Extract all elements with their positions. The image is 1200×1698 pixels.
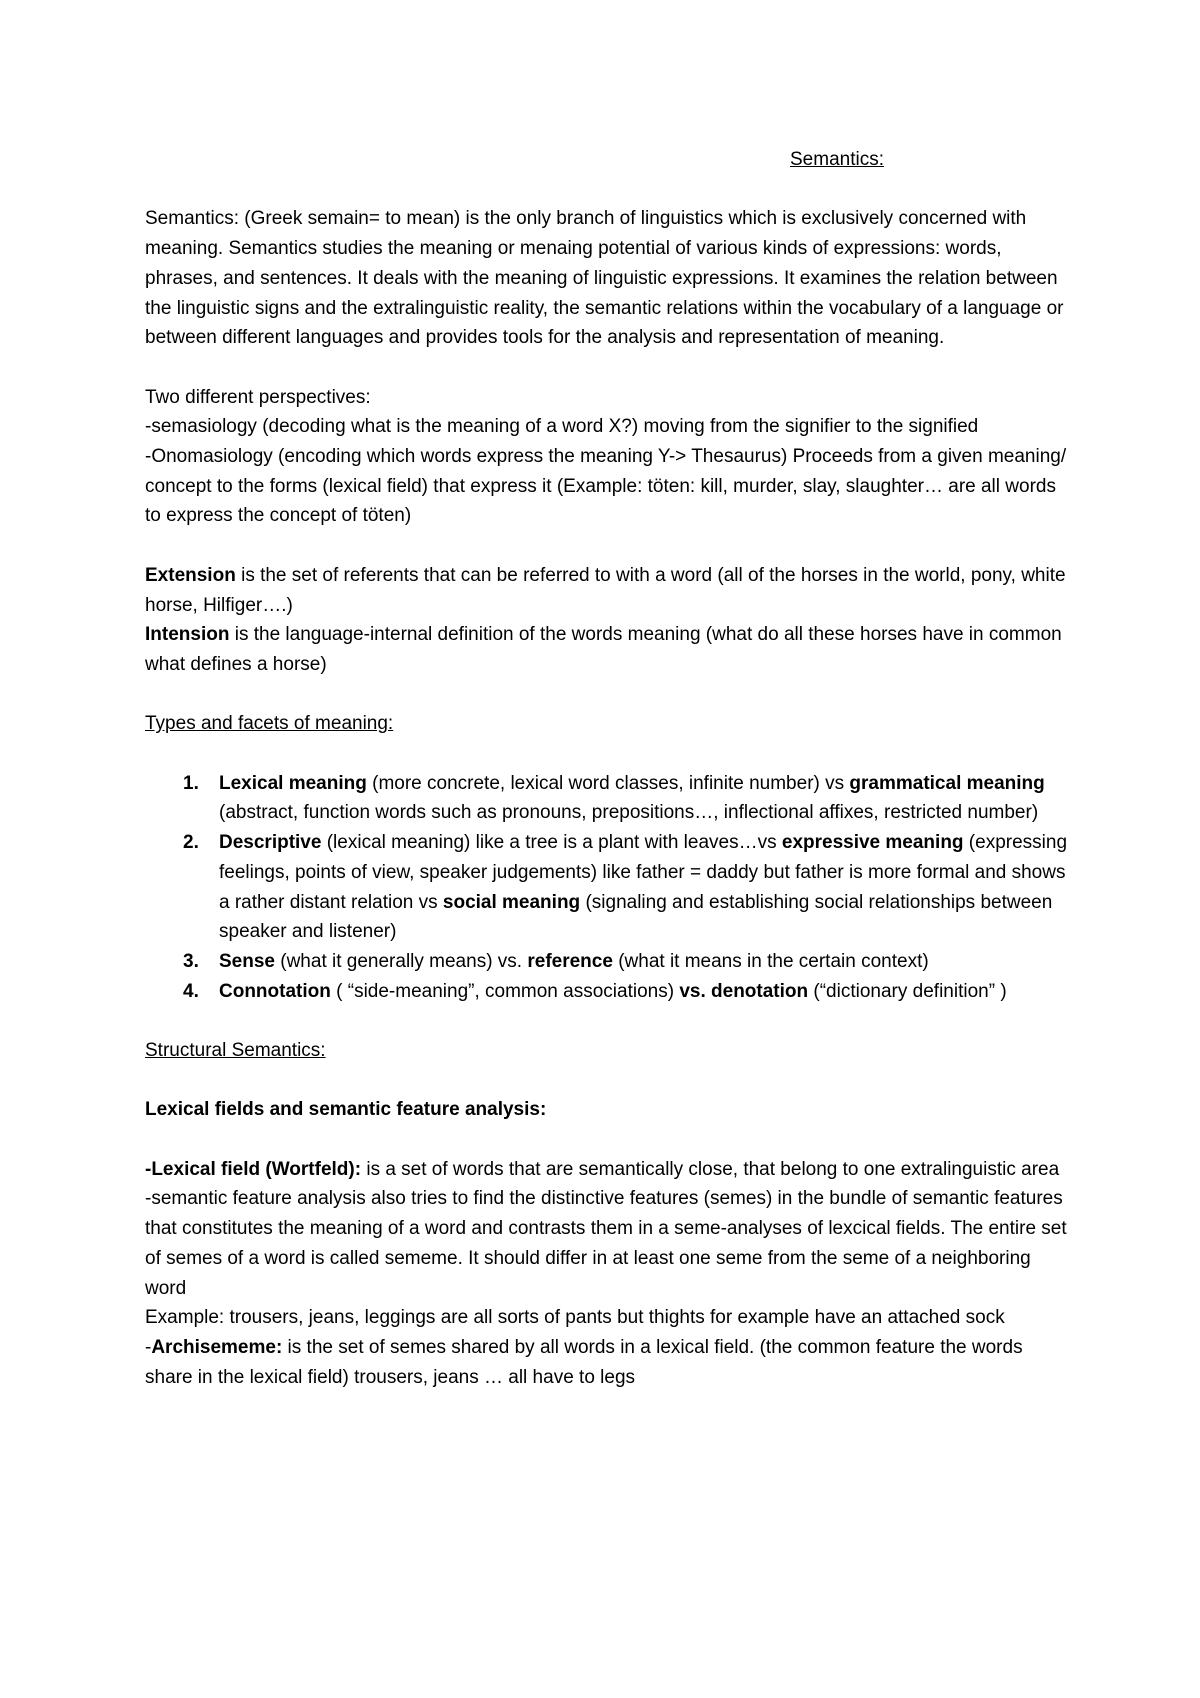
item-text: (expressing feelings, points of view, speaker judgements) like father = daddy but father is more formal and shows a rather distant relation vs: [219, 832, 1068, 913]
list-item: [219, 977, 1075, 1007]
spacer: [145, 1125, 1075, 1155]
extension-term: Extension: [145, 564, 236, 586]
item-text: (lexical meaning) like a tree is a plant with leaves…vs: [321, 832, 782, 854]
term-descriptive: Descriptive: [219, 832, 322, 854]
spacer: [145, 1006, 1075, 1036]
archisememe-term: Archisememe:: [151, 1337, 283, 1358]
term-connotation: Connotation: [219, 980, 331, 1002]
spacer: [145, 531, 1075, 561]
term-denotation: vs. denotation: [679, 980, 809, 1002]
item-text: (abstract, function words such as pronouns, prepositions…, inflectional affixes, restricted number): [219, 802, 1039, 824]
archisememe-text: is the set of semes shared by all words in a lexical field. (the common feature the words share in the lexical field) trousers, jeans … all have to legs: [145, 1337, 1023, 1388]
spacer: [145, 1066, 1075, 1096]
perspectives-heading: Two different perspectives:: [145, 386, 371, 408]
item-text: (what it means in the certain context): [612, 950, 929, 972]
term-lexical-meaning: Lexical meaning: [219, 772, 367, 794]
list-item: [219, 828, 1075, 947]
spacer: [145, 353, 1075, 383]
lexical-field-paragraph: [145, 1155, 1075, 1185]
intension-term: Intension: [145, 624, 230, 646]
term-grammatical-meaning: grammatical meaning: [849, 772, 1045, 794]
types-list: [145, 769, 1075, 1007]
spacer: [145, 739, 1075, 769]
lexical-field-term: -Lexical field (Wortfeld):: [145, 1158, 362, 1180]
list-item: [219, 769, 1075, 828]
intension-paragraph: [145, 620, 1075, 679]
feature-analysis-paragraph: -semantic feature analysis also tries to find the distinctive features (semes) in the bundle of semantic features that constitutes the meaning of a word and contrasts them in a seme-analyses of lexcical fields. The entire set of semes of a word is called sememe. It should differ in at least one seme from the seme of a neighboring word: [145, 1188, 1067, 1299]
spacer: [145, 680, 1075, 710]
extension-text: is the set of referents that can be referred to with a word (all of the horses in the world, pony, white horse, Hilfiger….): [145, 564, 1066, 616]
lexical-fields-heading: Lexical fields and semantic feature analysis:: [145, 1099, 547, 1121]
archisememe-dash: -: [145, 1337, 152, 1358]
onomasiology-paragraph: -Onomasiology (encoding which words express the meaning Y-> Thesaurus) Proceeds from a given meaning/ concept to the forms (lexical field) that express it (Example: töten: kill, murder, slay, slaughter… are all words to express the concept of töten): [145, 446, 1067, 527]
types-heading: Types and facets of meaning:: [145, 713, 394, 735]
term-expressive-meaning: expressive meaning: [781, 832, 964, 854]
extension-paragraph: [145, 561, 1075, 620]
item-text: (signaling and establishing social relationships between speaker and listener): [219, 891, 1053, 943]
spacer: [145, 175, 1075, 205]
item-text: (more concrete, lexical word classes, infinite number) vs: [366, 772, 850, 794]
list-item: [219, 947, 1075, 977]
item-text: ( “side-meaning”, common associations): [330, 980, 680, 1002]
item-text: (“dictionary definition” ): [808, 980, 1007, 1002]
example-paragraph: Example: trousers, jeans, leggings are all sorts of pants but thights for example have an attached sock: [145, 1307, 1005, 1329]
term-social-meaning: social meaning: [442, 891, 581, 913]
archisememe-paragraph: [145, 1333, 1075, 1392]
lexical-field-text: is a set of words that are semantically close, that belong to one extralinguistic area: [361, 1158, 1060, 1180]
item-text: (what it generally means) vs.: [274, 950, 528, 972]
structural-heading: Structural Semantics:: [145, 1040, 326, 1061]
page-title: Semantics:: [790, 149, 884, 170]
intension-text: is the language-internal definition of the words meaning (what do all these horses have in common what defines a horse): [145, 624, 1062, 675]
intro-paragraph: Semantics: (Greek semain= to mean) is the only branch of linguistics which is exclusively concerned with meaning. Semantics studies the meaning or menaing potential of various kinds of expressions: words, phrases, and sentences. It deals with the meaning of linguistic expressions. It examines the relation between the linguistic signs and the extralinguistic reality, the semantic relations within the vocabulary of a language or between different languages and provides tools for the analysis and representation of meaning.: [145, 208, 1064, 349]
term-sense: Sense: [219, 950, 275, 972]
semasiology-paragraph: -semasiology (decoding what is the meaning of a word X?) moving from the signifier to the signified: [145, 416, 979, 438]
document-body: [145, 145, 1075, 1392]
term-reference: reference: [527, 950, 613, 972]
